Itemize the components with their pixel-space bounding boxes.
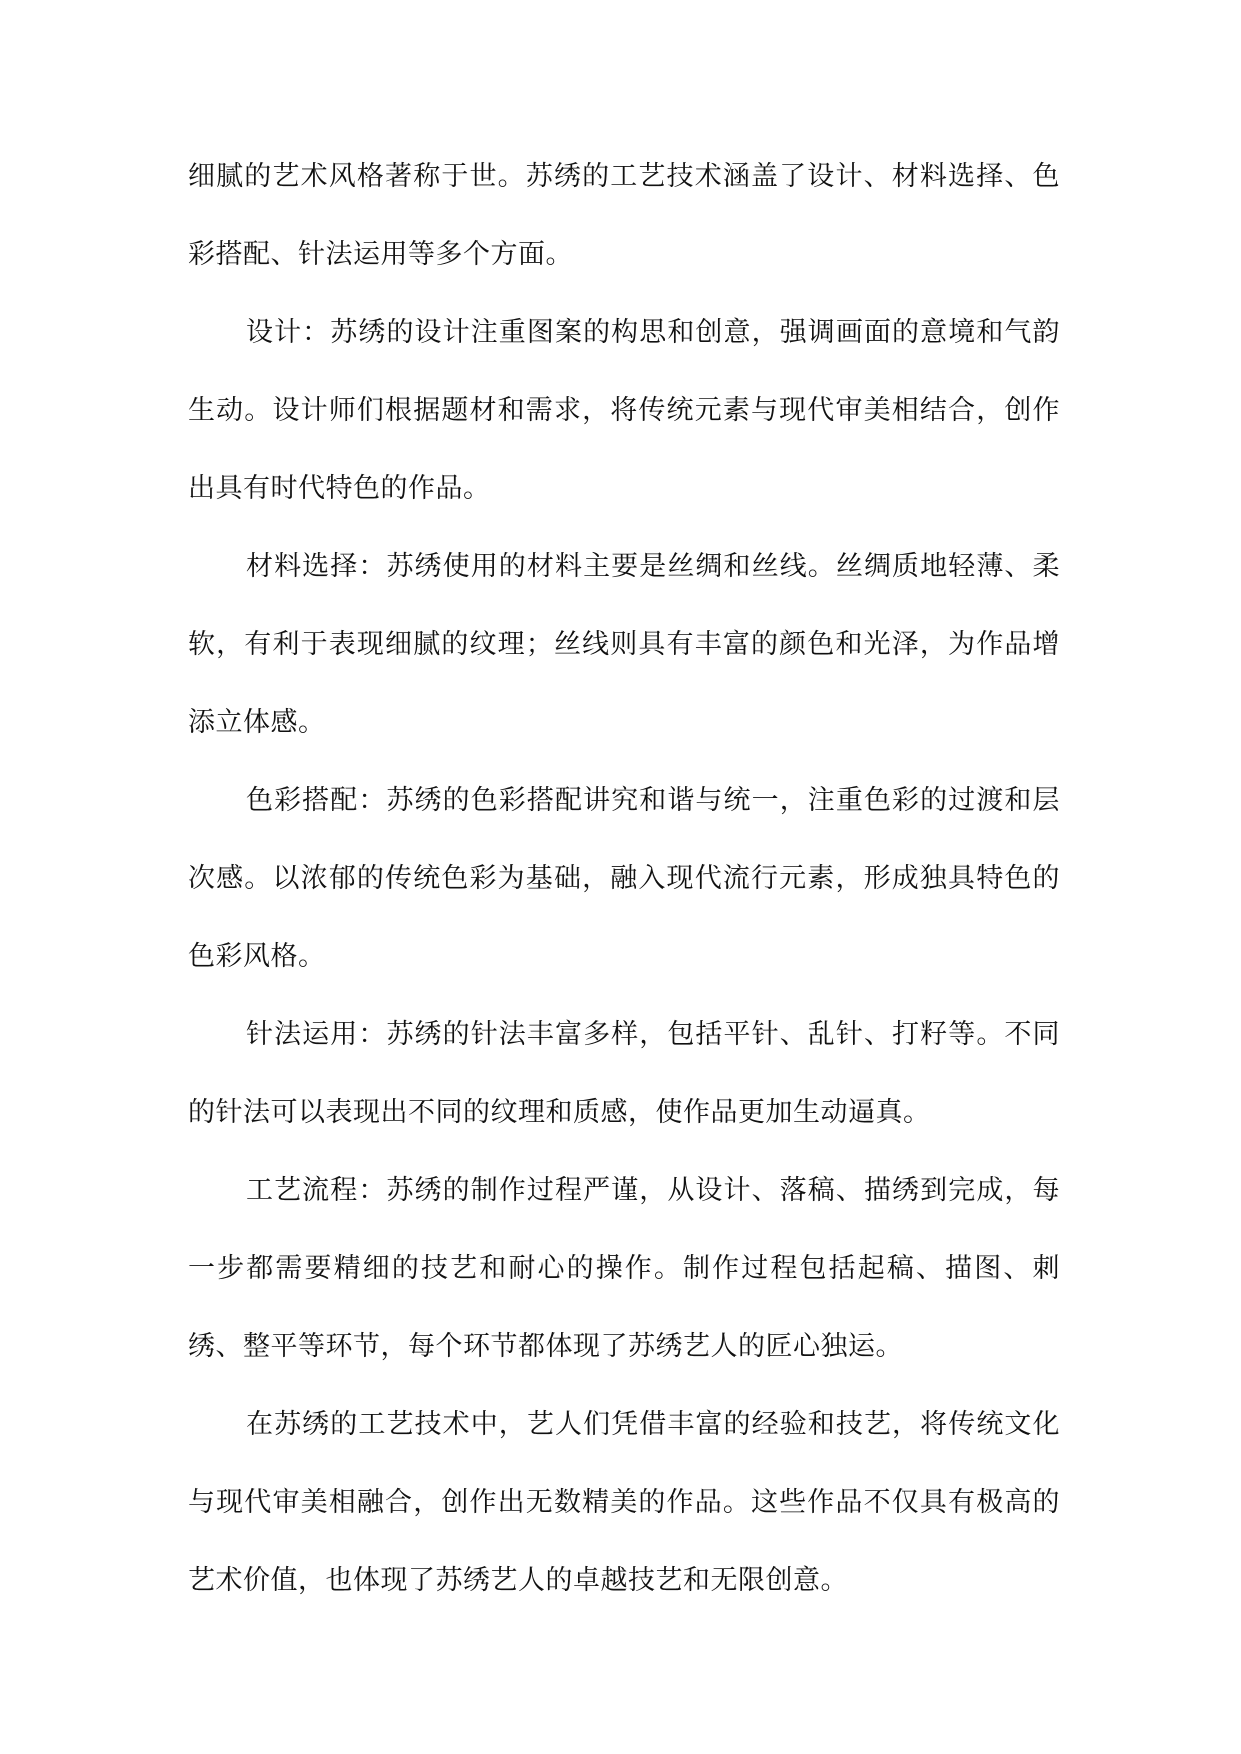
paragraph-design: 设计：苏绣的设计注重图案的构思和创意，强调画面的意境和气韵生动。设计师们根据题材和需求，将传统元素与现代审美相结合，创作出具有时代特色的作品。	[188, 317, 1060, 504]
paragraph-conclusion: 在苏绣的工艺技术中，艺人们凭借丰富的经验和技艺，将传统文化与现代审美相融合，创作出无数精美的作品。这些作品不仅具有极高的艺术价值，也体现了苏绣艺人的卓越技艺和无限创意。	[188, 1409, 1060, 1596]
paragraph-continuation: 细腻的艺术风格著称于世。苏绣的工艺技术涵盖了设计、材料选择、色彩搭配、针法运用等多个方面。	[188, 161, 1060, 270]
paragraph-stitch-techniques: 针法运用：苏绣的针法丰富多样，包括平针、乱针、打籽等。不同的针法可以表现出不同的纹理和质感，使作品更加生动逼真。	[188, 1019, 1060, 1128]
paragraph-material-selection: 材料选择：苏绣使用的材料主要是丝绸和丝线。丝绸质地轻薄、柔软，有利于表现细腻的纹理；丝线则具有丰富的颜色和光泽，为作品增添立体感。	[188, 551, 1060, 738]
paragraph-color-matching: 色彩搭配：苏绣的色彩搭配讲究和谐与统一，注重色彩的过渡和层次感。以浓郁的传统色彩为基础，融入现代流行元素，形成独具特色的色彩风格。	[188, 785, 1060, 972]
document-body	[188, 138, 1060, 1620]
paragraph-process-flow: 工艺流程：苏绣的制作过程严谨，从设计、落稿、描绣到完成，每一步都需要精细的技艺和耐心的操作。制作过程包括起稿、描图、刺绣、整平等环节，每个环节都体现了苏绣艺人的匠心独运。	[188, 1175, 1060, 1362]
